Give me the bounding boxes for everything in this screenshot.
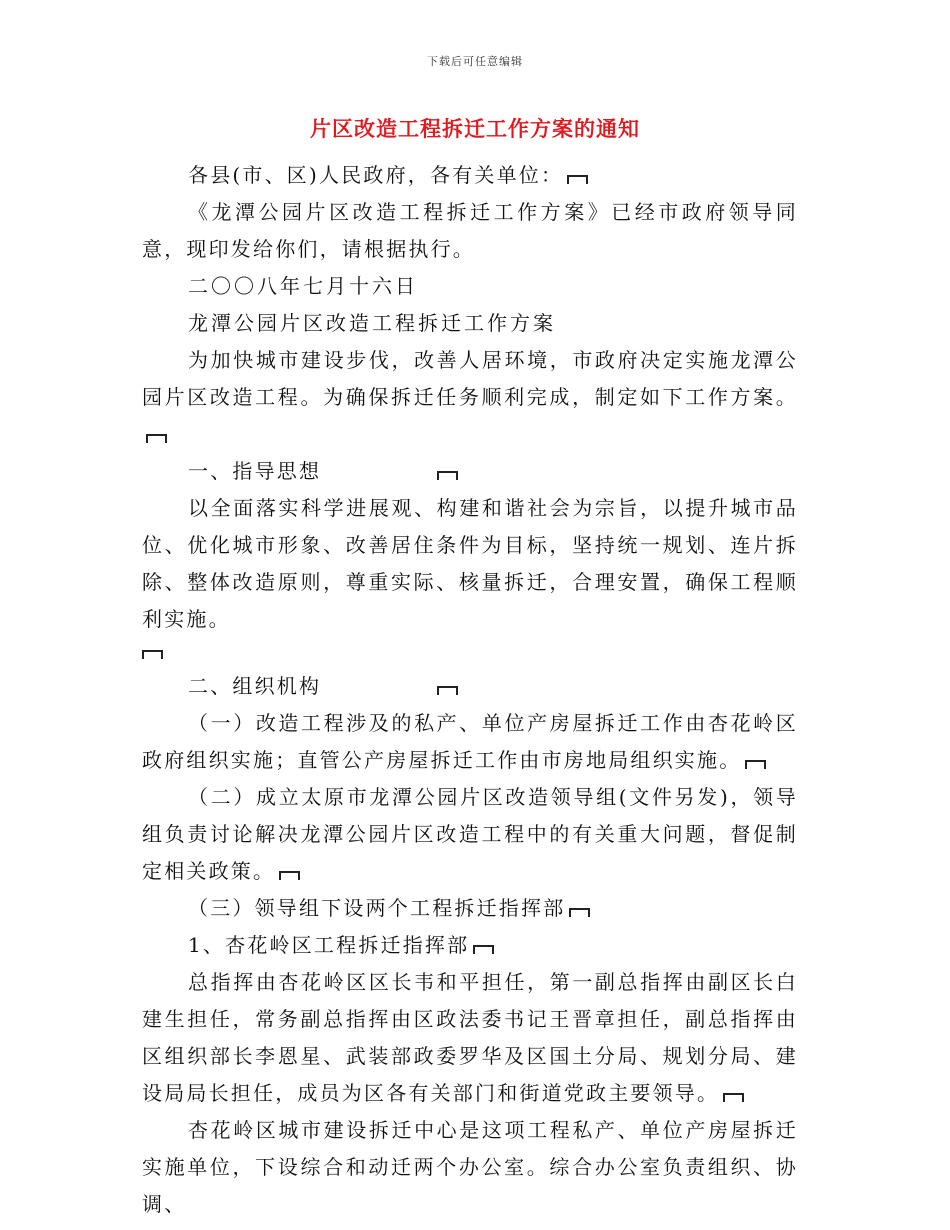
paragraph-organization-1 xyxy=(142,705,798,779)
paragraph-plan-title xyxy=(142,305,798,342)
paragraph-text: 总指挥由杏花岭区区长韦和平担任，第一副总指挥由副区长白建生担任，常务副总指挥由区政法委书记王晋章担任，副总指挥由区组织部长李恩星、武装部政委罗华及区国土分局、规划分局、建设局局长担任，成员为区各有关部门和街道党政主要领导。 xyxy=(142,970,798,1105)
paragraph-headquarters-heading xyxy=(142,927,798,964)
paragraph-text: 各县(市、区)人民政府，各有关单位： xyxy=(188,163,564,187)
paragraph-organization-2 xyxy=(142,779,798,890)
paragraph-text: 《龙潭公园片区改造工程拆迁工作方案》已经市政府领导同意，现印发给你们，请根据执行。 xyxy=(142,200,798,261)
section-heading-guiding-ideology xyxy=(142,453,798,490)
paragraph-text: 一、指导思想 xyxy=(188,459,322,483)
paragraph-text: 二〇〇八年七月十六日 xyxy=(188,274,418,298)
paragraph-mark-icon xyxy=(142,650,163,659)
paragraph-text: 龙潭公园片区改造工程拆迁工作方案 xyxy=(188,311,556,335)
paragraph-text: 二、组织机构 xyxy=(188,674,322,698)
paragraph-guiding-ideology xyxy=(142,490,798,638)
paragraph-intro xyxy=(142,342,798,453)
paragraph-text: 杏花岭区城市建设拆迁中心是这项工程私产、单位产房屋拆迁实施单位，下设综合和动迁两个办公室。综合办公室负责组织、协调、 xyxy=(142,1118,798,1216)
paragraph-mark-icon xyxy=(437,686,458,695)
paragraph-date xyxy=(142,268,798,305)
paragraph-mark-icon xyxy=(279,871,300,880)
paragraph-mark-icon xyxy=(473,945,494,954)
paragraph-demolition-center xyxy=(142,1112,798,1223)
paragraph-organization-3 xyxy=(142,890,798,927)
paragraph-mark-icon xyxy=(437,471,458,480)
paragraph-notice xyxy=(142,194,798,268)
paragraph-mark-icon xyxy=(569,908,590,917)
header-note: 下载后可任意编辑 xyxy=(427,55,523,68)
paragraph-text: （二）成立太原市龙潭公园片区改造领导组(文件另发)，领导组负责讨论解决龙潭公园片区改造工程中的有关重大问题，督促制定相关政策。 xyxy=(142,785,798,883)
paragraph-text: （一）改造工程涉及的私产、单位产房屋拆迁工作由杏花岭区政府组织实施；直管公产房屋拆迁工作由市房地局组织实施。 xyxy=(142,711,798,772)
document-body xyxy=(142,157,798,1223)
paragraph-salutation xyxy=(142,157,798,194)
paragraph-mark-icon xyxy=(146,434,167,443)
paragraph-text: （三）领导组下设两个工程拆迁指挥部 xyxy=(188,896,566,920)
paragraph-mark-line xyxy=(142,638,798,668)
paragraph-text: 以全面落实科学进展观、构建和谐社会为宗旨，以提升城市品位、优化城市形象、改善居住条件为目标，坚持统一规划、连片拆除、整体改造原则，尊重实际、核量拆迁，合理安置，确保工程顺利实施。 xyxy=(142,496,798,631)
paragraph-text: 为加快城市建设步伐，改善人居环境，市政府决定实施龙潭公园片区改造工程。为确保拆迁任务顺利完成，制定如下工作方案。 xyxy=(142,348,798,409)
paragraph-mark-icon xyxy=(567,175,588,184)
section-heading-organization xyxy=(142,668,798,705)
document-title: 片区改造工程拆迁工作方案的通知 xyxy=(310,116,640,141)
paragraph-mark-icon xyxy=(723,1093,744,1102)
paragraph-headquarters-members xyxy=(142,964,798,1112)
paragraph-text: 1、杏花岭区工程拆迁指挥部 xyxy=(188,933,470,957)
paragraph-mark-icon xyxy=(745,760,766,769)
